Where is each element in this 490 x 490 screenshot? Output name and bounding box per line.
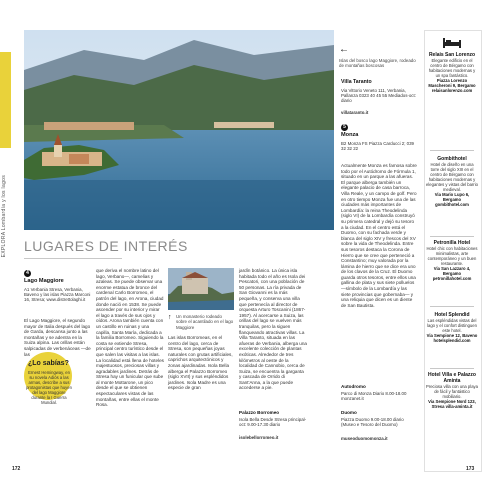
- section-title: LUGARES DE INTERÉS: [24, 238, 188, 254]
- photo-caption: Islas del bosco lago Maggiore, rodeado de montañas boscosas: [339, 58, 416, 69]
- palazzo-title: Palazzo Borromeo: [239, 410, 280, 415]
- autodromo-info: Parco di Monza Diario 8.00-18.00 monzanet.it: [341, 391, 407, 402]
- villa-taranto-website[interactable]: villataranto.it: [341, 110, 369, 115]
- hotel-description: Hotel chic con habitaciones minimalistas, arte contemporáneo y un buen restaurante.: [426, 246, 478, 266]
- hotel-name: Petronilla Hotel: [433, 240, 471, 246]
- lake-maggiore-text-2: que deriva el nombre latino del lago, Verbano—, camelias y azaleas. Se puede observar una enorme estatua de bronce del cardenal Carlo Borromeo, el patrón del lago, en Arona, ciudad donde nació en 1538. Se puede ascender por su interior y mirar el lago a través de sus ojos y oídos. Arona también cuenta con un castillo en ruinas y una capilla, Santa María, dedicada a la familia Borromeo. Siguiendo la costa se extiende Stresa, principal centro turístico desde el que salen las visitas a las islas. La localidad está llena de hoteles majestuosos, preciosas villas y agradables jardines. Detrás de Stresa hay un funicular que sube al monte Mottarone, un pico desde el que se obtienen espectaculares vistas de las montañas, entre ellas el monte Rosa.: [96, 268, 164, 408]
- hotel-contact[interactable]: Via San Lazzaro 4, Bergamo petronillahotel.com: [432, 266, 472, 281]
- hotel-contact[interactable]: Via Mario Lupo 6, Bergamo gombithotel.com: [434, 192, 470, 207]
- entry-meta: A1 Verbania Stresa, Verbania, Baveno y las islas Piazza Marconi 16, Stresa; www.distrettolaghi.it: [24, 287, 91, 303]
- hotel-name: Gombithotel: [437, 156, 467, 162]
- hotel-description: Hotel de diseño en una torre del siglo XIII en el centro de Bérgamo con habitaciones modernas y elegantes y vistas del barrio medieval.: [426, 162, 478, 192]
- chapter-tab: [0, 52, 11, 148]
- hotel-description: Las espléndidas vistas del lago y el confort distinguen este hotel.: [427, 318, 477, 333]
- hotel-name: Hotel Splendid: [434, 312, 470, 318]
- hotel-contact[interactable]: Via Sempione Nord 123, Stresa villa-aminta.it: [428, 399, 476, 409]
- entry-number: 5: [341, 124, 348, 131]
- section-rule: [24, 258, 122, 259]
- entry-number: 4: [24, 270, 31, 277]
- hotel-contact[interactable]: Via Sempione 12, Baveno hotelsplendid.com: [426, 333, 478, 343]
- villa-taranto-info: Via Vittorio Veneto 111, Verbania, Pallanza 0323 40 45 55 Mediados-oct: diario: [341, 88, 416, 104]
- hotel-description: Elegante edificio en el centro de Bérgamo con habitaciones modernas y un spa fantástico.: [428, 58, 476, 78]
- entry-meta: B2 Monza FS Piazza Carducci 2; 039 32 32 22: [341, 141, 414, 152]
- chapter-label: EXPLORA Lombardía y los lagos: [1, 175, 7, 258]
- duomo-website[interactable]: museoduomomonza.it: [341, 436, 388, 441]
- entry-title: Lago Maggiore: [24, 278, 64, 284]
- palazzo-info: Isola Bella Desde Stresa principal-oct: 9.00-17.30 diario: [239, 417, 307, 428]
- divider: [430, 236, 474, 237]
- islands-text: Las islas Borromeas, en el centro del lago, cerca de Stresa, son pequeñas joyas naturales con grutas artificiales, caprichos arquitectónicos y zonas ajardinadas. Isola Bella alberga el Palazzo Borromeo (siglo XVII) y sus espléndidos jardines. Isola Madre es una especie de gran: [168, 335, 233, 391]
- hotel-card: [426, 36, 478, 93]
- arrow-left-icon: ←: [339, 44, 349, 55]
- arrow-up-icon: ↑: [168, 314, 172, 321]
- divider: [430, 368, 474, 369]
- page-number-right: 173: [466, 466, 475, 472]
- hotel-card: [426, 156, 478, 207]
- hotel-card: [426, 312, 478, 343]
- villa-taranto-title: Villa Taranto: [341, 79, 372, 85]
- hotel-name: Hotel Villa e Palazzo Aminta: [428, 372, 476, 384]
- divider: [430, 150, 474, 151]
- hotel-name: Relais San Lorenzo: [428, 52, 476, 58]
- divider: [430, 306, 474, 307]
- hotel-card: [426, 240, 478, 281]
- hotel-contact[interactable]: Piazza Lorenzo Mascheroni 9, Bergamo relaisanlorenzo.com: [428, 78, 476, 93]
- duomo-info: Piazza Duomo 9.00-18.00 diario (Museo e Tesoro del Duomo): [341, 417, 404, 428]
- duomo-title: Duomo: [341, 410, 357, 415]
- isola-text: jardín botánico. La única isla habitada todo el año es Isola dei Pescatori, con una población de 50 personas. La ría privada de San Giovanni es la más pequeña, y conserva una villa que pertenecía al director de orquesta Arturo Toscanini (1867-1957). Al acercarse a Suiza, las orillas del lago se vuelven más tranquilas, pero la siguen flanqueando atractivas villas. La Villa Taranto, situada en las afueras de Verbania, alberga una excelente colección de plantas exóticas. Alrededor de tres kilómetros al oeste de la localidad de Cannobio, cerca de Suiza, se encuentra la garganta y cascada de Orrido di Sant'Anna, a la que puede accederse a pie.: [239, 268, 307, 391]
- lake-maggiore-photo: [24, 30, 334, 230]
- did-you-know-title: ¿Lo sabías?: [28, 360, 69, 367]
- monza-text: Actualmente Monza es famosa sobre todo por el Autódromo de Fórmula 1, situado en un parque a las afueras. El parque alberga también un elegante palacio de casa barroca, Villa Reale, y un campo de golf. Pero en otro tiempo Monza fue una de las ciudades más importantes de Lombardía: la reina Theodelinda (siglo VI) de la Lombardía construyó su primera catedral y dejó su tesoro a la ciudad. En el centro está el Duomo, con su fachada verde y blanca del siglo XIV y frescos del XV sobre la vida de Theodelinda. Entre sus tesoros destaca la Corona de Hierro que se cree que perteneció a Constantino; muy valorada por la lámina de hierro que se dice era uno de los clavos de la Cruz. El Duomo guarda otros tesoros, entre ellos una gallina de plata y sus siete polluelos —símbolo de la Lombardía y las siete provincias que gobernaba— y una reliquia que dicen es un diente de San Bautista.: [341, 163, 417, 308]
- hotel-card: [426, 372, 478, 409]
- hotel-description: Preciosa villa con una playa de fácil y fantástico mobiliario.: [426, 384, 478, 399]
- page-number-left: 172: [12, 466, 21, 472]
- monastery-photo: [168, 268, 234, 310]
- bed-icon: [442, 36, 462, 50]
- did-you-know-text: Ernest Hemingway, en su novela Adiós a las armas, describe a sus protagonistas que huyen del lago Maggiore durante la I Guerra Mundial.: [26, 370, 72, 405]
- entry-title: Monza: [341, 132, 359, 138]
- autodromo-title: Autodromo: [341, 384, 366, 389]
- monastery-caption: Un monasterio rodeado sobre el acantilado en el lago Maggiore: [176, 314, 234, 330]
- entry-text: El Lago Maggiore, el segundo mayor de Italia después del lago de Garda, descansa junto a las montañas y se adentra en la Suiza alpina. Las orillas están salpicadas de verbenáceas —de las: [24, 318, 91, 357]
- palazzo-website[interactable]: isolebellorromeo.it: [239, 435, 279, 440]
